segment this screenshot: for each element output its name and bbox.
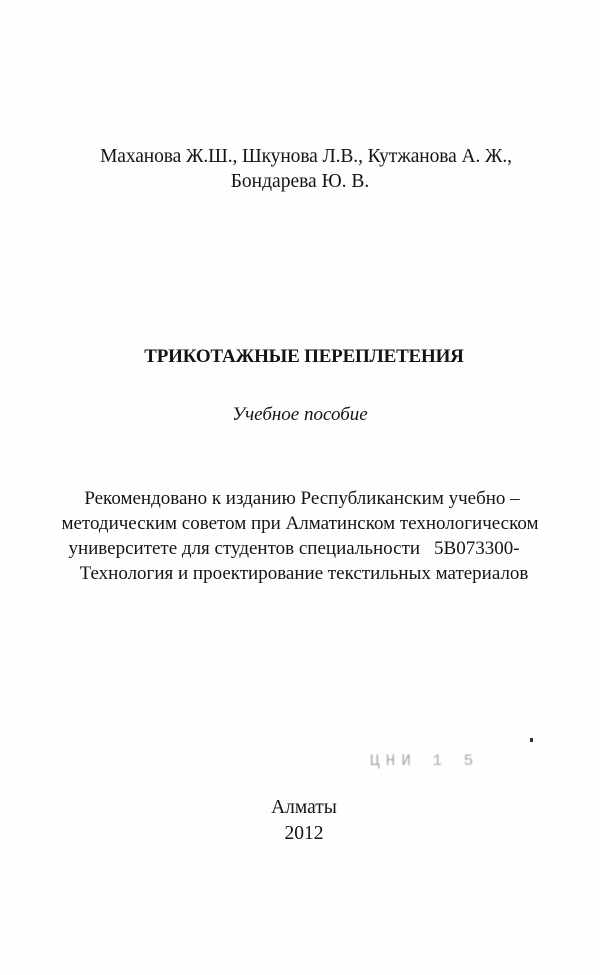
- scan-speck: [530, 738, 533, 742]
- authors-line-1: Маханова Ж.Ш., Шкунова Л.В., Кутжанова А. Ж.,: [100, 146, 512, 167]
- authors-line-2: Бондарева Ю. В.: [230, 171, 370, 192]
- document-title: ТРИКОТАЖНЫЕ ПЕРЕПЛЕТЕНИЯ: [144, 346, 464, 367]
- publication-year: 2012: [284, 823, 324, 844]
- recommendation-line-4: Технология и проектирование текстильных материалов: [79, 563, 529, 584]
- recommendation-line-2: методическим советом при Алматинском технологическом: [61, 513, 539, 534]
- publication-city: Алматы: [271, 797, 337, 818]
- recommendation-line-1: Рекомендовано к изданию Республиканским учебно –: [84, 488, 520, 509]
- recommendation-line-3: [0, 537, 594, 561]
- document-subtitle: Учебное пособие: [232, 404, 368, 425]
- recommendation-line-3-text: университете для студентов специальности: [68, 538, 421, 559]
- specialty-code: 5B073300-: [434, 538, 520, 559]
- library-stamp: ЦНИ 1 5: [370, 752, 480, 770]
